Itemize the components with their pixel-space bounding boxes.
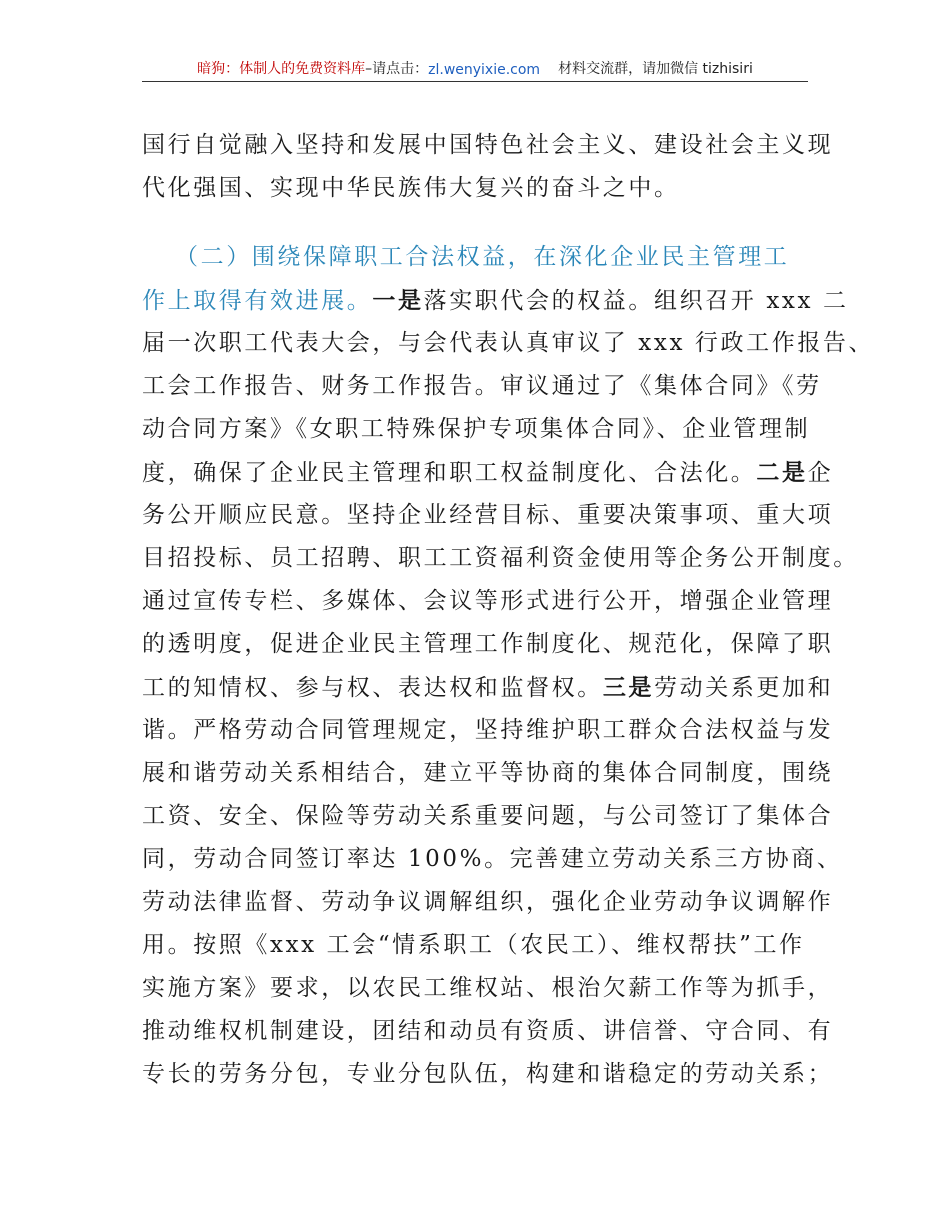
text-line xyxy=(142,279,849,322)
text-line: 的透明度，促进企业民主管理工作制度化、规范化，保障了职 xyxy=(142,631,834,657)
text-span: 工的知情权、参与权、表达权和监督权。 xyxy=(142,675,603,701)
text-line: 务公开顺应民意。坚持企业经营目标、重要决策事项、重大项 xyxy=(142,502,834,528)
text-span: 落实职代会的权益。组织召开 xxx 二 xyxy=(423,288,849,314)
text-line: 专长的劳务分包，专业分包队伍，构建和谐稳定的劳动关系； xyxy=(142,1061,834,1087)
marker-second: 二是 xyxy=(756,459,808,486)
text-line: 通过宣传专栏、多媒体、会议等形式进行公开，增强企业管理 xyxy=(142,588,834,614)
marker-first: 一是 xyxy=(372,287,424,314)
text-line xyxy=(142,451,834,494)
text-span: 企 xyxy=(807,460,834,486)
text-line: 实施方案》要求，以农民工维权站、根治欠薪工作等为抓手， xyxy=(142,975,834,1001)
header-prompt: –请点击： xyxy=(365,61,429,77)
page-header xyxy=(142,52,808,82)
text-line: 国行自觉融入坚持和发展中国特色社会主义、建设社会主义现 xyxy=(142,132,834,158)
marker-third: 三是 xyxy=(602,674,655,701)
section-heading: （二）围绕保障职工合法权益，在深化企业民主管理工 xyxy=(175,244,790,270)
document-body xyxy=(142,124,875,1096)
header-contact: 材料交流群，请加微信 tizhisiri xyxy=(558,61,753,77)
text-line xyxy=(142,666,834,709)
section-heading-tail: 作上取得有效进展。 xyxy=(142,288,373,314)
text-line: 推动维权机制建设，团结和动员有资质、讲信誉、守合同、有 xyxy=(142,1018,834,1044)
text-line: 工会工作报告、财务工作报告。审议通过了《集体合同》《劳 xyxy=(142,373,822,399)
text-line: 同，劳动合同签订率达 100%。完善建立劳动关系三方协商、 xyxy=(142,846,843,872)
text-span: 度，确保了企业民主管理和职工权益制度化、合法化。 xyxy=(142,460,757,486)
text-line: 代化强国、实现中华民族伟大复兴的奋斗之中。 xyxy=(142,175,680,201)
text-line: 展和谐劳动关系相结合，建立平等协商的集体合同制度，围绕 xyxy=(142,760,834,786)
text-line: 谐。严格劳动合同管理规定，坚持维护职工群众合法权益与发 xyxy=(142,717,834,743)
header-brand: 暗狗：体制人的免费资料库 xyxy=(197,61,366,77)
text-line: 用。按照《xxx 工会“情系职工（农民工）、维权帮扶”工作 xyxy=(142,932,805,958)
text-line: 动合同方案》《女职工特殊保护专项集体合同》、企业管理制 xyxy=(142,416,811,442)
header-url-link[interactable]: zl.wenyixie.com xyxy=(428,62,541,78)
text-line: 届一次职工代表大会，与会代表认真审议了 xxx 行政工作报告、 xyxy=(142,330,875,356)
text-line: 劳动法律监督、劳动争议调解组织，强化企业劳动争议调解作 xyxy=(142,889,834,915)
text-line: 目招投标、员工招聘、职工工资福利资金使用等企务公开制度。 xyxy=(142,545,859,571)
text-line: 工资、安全、保险等劳动关系重要问题，与公司签订了集体合 xyxy=(142,803,834,829)
text-span: 劳动关系更加和 xyxy=(654,675,834,701)
